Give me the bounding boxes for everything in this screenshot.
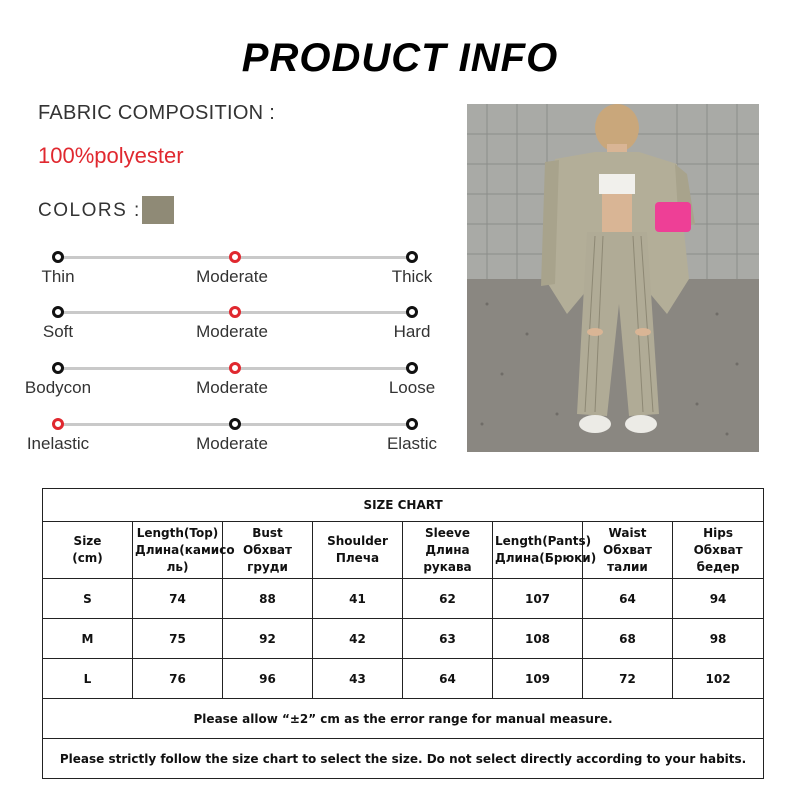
model-wearing-suit-image [467,104,759,452]
cell-shoulder: 42 [313,619,403,659]
cell-length-top: 75 [133,619,223,659]
fabric-composition-label: FABRIC COMPOSITION : [38,102,276,124]
scale-dot-right [406,251,418,263]
cell-length-pants: 108 [493,619,583,659]
cell-shoulder: 41 [313,579,403,619]
scale-label-right: Loose [388,378,436,397]
cell-sleeve: 64 [403,659,493,699]
size-chart-title: SIZE CHART [43,489,764,522]
error-range-note: Please allow “±2” cm as the error range for manual measure. [43,699,764,739]
colors-label: COLORS : [38,200,141,221]
cell-length-top: 74 [133,579,223,619]
scale-dot-right [406,362,418,374]
cell-size: S [43,579,133,619]
size-advice-note: Please strictly follow the size chart to select the size. Do not select directly according to your habits. [43,739,764,779]
cell-sleeve: 63 [403,619,493,659]
scale-label-middle: Moderate [196,434,268,453]
color-swatch-khaki[interactable] [142,196,174,224]
cell-waist: 72 [583,659,673,699]
cell-hips: 102 [673,659,764,699]
fabric-composition-value: 100%polyester [38,143,184,168]
header-bust: Bust Обхват груди [223,522,313,579]
scale-label-left: Bodycon [24,378,92,397]
scale-dot-middle [229,251,241,263]
table-row [43,619,764,659]
cell-waist: 68 [583,619,673,659]
elasticity-scale [0,418,470,468]
scale-label-right: Thick [391,267,433,286]
scale-label-middle: Moderate [196,378,268,397]
header-size: Size (cm) [43,522,133,579]
scale-dot-left [52,251,64,263]
scale-label-right: Elastic [386,434,438,453]
cell-length-pants: 109 [493,659,583,699]
cell-size: M [43,619,133,659]
scale-dot-middle [229,418,241,430]
size-chart-title-row [43,489,764,522]
fit-scale [0,362,470,412]
thickness-scale [0,251,470,301]
scale-dot-middle [229,306,241,318]
scale-dot-middle [229,362,241,374]
scale-dot-right [406,306,418,318]
scale-dot-left [52,306,64,318]
table-row [43,579,764,619]
product-photo[interactable] [467,104,759,452]
scale-dot-left [52,362,64,374]
softness-scale [0,306,470,356]
scale-label-left: Soft [42,322,74,341]
scale-label-right: Hard [393,322,431,341]
header-length-top: Length(Top) Длина(камисо ль) [133,522,223,579]
scale-dot-left [52,418,64,430]
scale-label-left: Inelastic [26,434,90,453]
page-title: PRODUCT INFO [241,36,559,80]
cell-hips: 94 [673,579,764,619]
scale-label-middle: Moderate [196,322,268,341]
size-chart-header-row [43,522,764,579]
header-shoulder: Shoulder Плеча [313,522,403,579]
cell-shoulder: 43 [313,659,403,699]
cell-bust: 96 [223,659,313,699]
cell-hips: 98 [673,619,764,659]
header-length-pants: Length(Pants) Длина(Брюки) [493,522,583,579]
size-advice-note-row [43,739,764,779]
header-sleeve: Sleeve Длина рукава [403,522,493,579]
cell-size: L [43,659,133,699]
scale-dot-right [406,418,418,430]
cell-sleeve: 62 [403,579,493,619]
header-waist: Waist Обхват талии [583,522,673,579]
error-range-note-row [43,699,764,739]
size-chart-table [42,488,764,779]
header-hips: Hips Обхват бедер [673,522,764,579]
table-row [43,659,764,699]
scale-label-left: Thin [41,267,75,286]
cell-waist: 64 [583,579,673,619]
cell-bust: 88 [223,579,313,619]
scale-label-middle: Moderate [196,267,268,286]
cell-length-pants: 107 [493,579,583,619]
cell-bust: 92 [223,619,313,659]
cell-length-top: 76 [133,659,223,699]
